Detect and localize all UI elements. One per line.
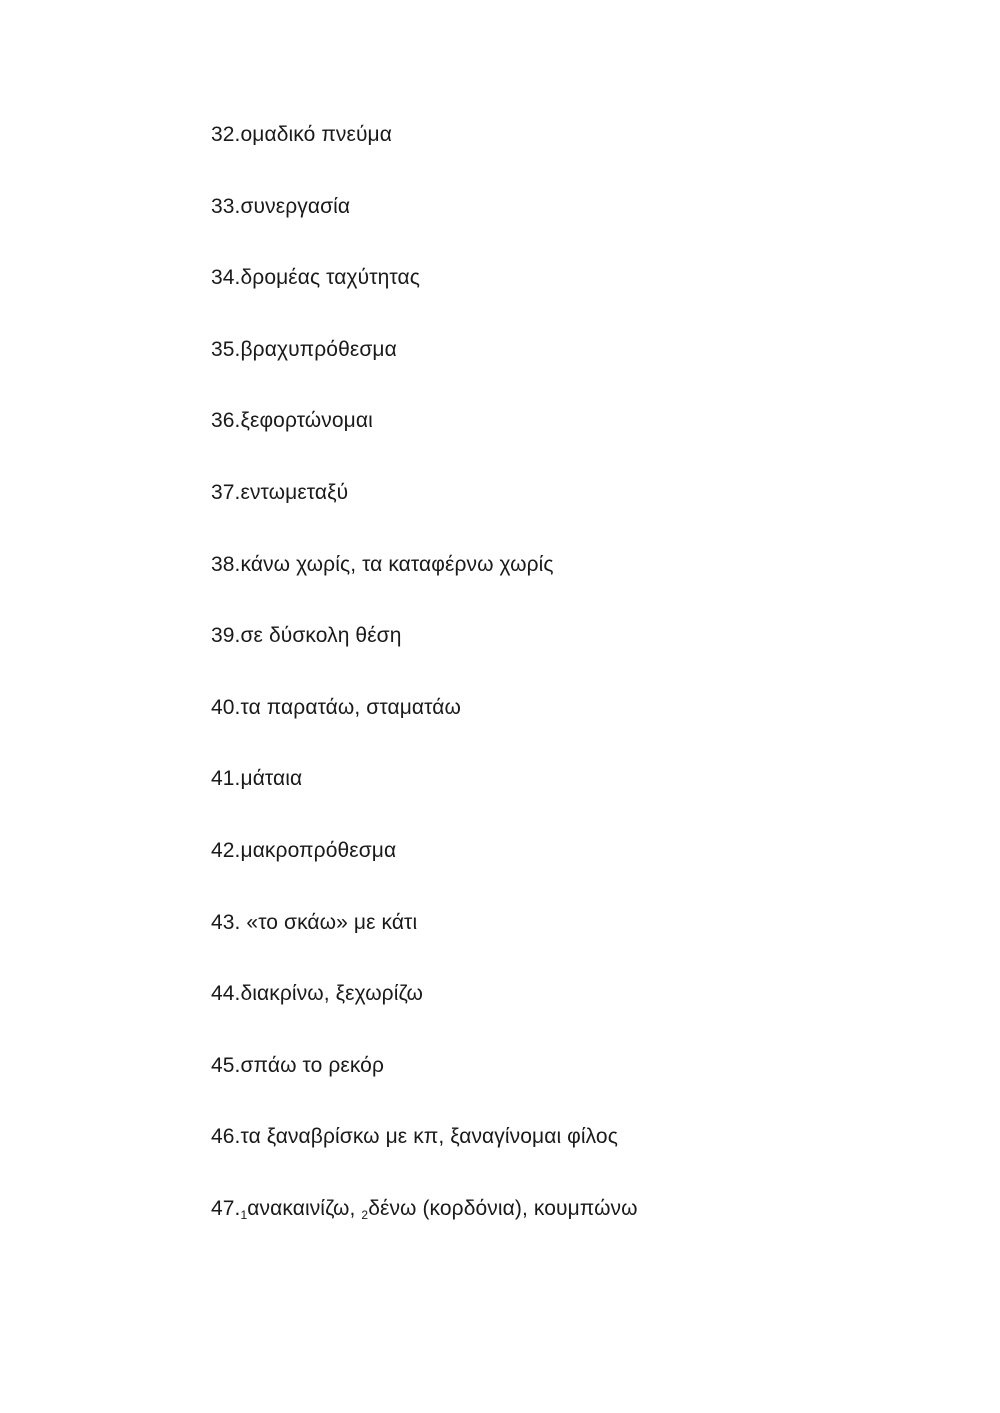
subscript-2: 2 — [361, 1207, 369, 1222]
list-item: 44.διακρίνω, ξεχωρίζω — [211, 982, 423, 1006]
subscript-1: 1 — [240, 1207, 248, 1222]
list-item: 41.μάταια — [211, 767, 303, 791]
list-item: 33.συνεργασία — [211, 194, 351, 218]
list-item: 43. «το σκάω» με κάτι — [211, 910, 418, 934]
list-item: 46.τα ξαναβρίσκω με κπ, ξαναγίνομαι φίλος — [211, 1125, 618, 1149]
list-item: 35.βραχυπρόθεσμα — [211, 337, 397, 361]
list-item: 34.δρομέας ταχύτητας — [211, 266, 420, 290]
item-number: 47. — [211, 1196, 241, 1220]
list-item-47 — [211, 1194, 638, 1266]
list-item: 39.σε δύσκολη θέση — [211, 624, 402, 648]
vocabulary-list — [211, 120, 638, 1266]
list-item: 37.εντωμεταξύ — [211, 480, 349, 504]
meaning-2: δένω (κορδόνια), κουμπώνω — [368, 1196, 638, 1220]
list-item: 36.ξεφορτώνομαι — [211, 409, 373, 433]
list-item: 32.ομαδικό πνεύμα — [211, 123, 392, 146]
list-item: 45.σπάω το ρεκόρ — [211, 1053, 385, 1077]
list-item: 38.κάνω χωρίς, τα καταφέρνω χωρίς — [211, 552, 554, 576]
list-item: 40.τα παρατάω, σταματάω — [211, 695, 461, 719]
meaning-1: ανακαινίζω, — [247, 1196, 362, 1220]
list-item: 42.μακροπρόθεσμα — [211, 838, 397, 862]
